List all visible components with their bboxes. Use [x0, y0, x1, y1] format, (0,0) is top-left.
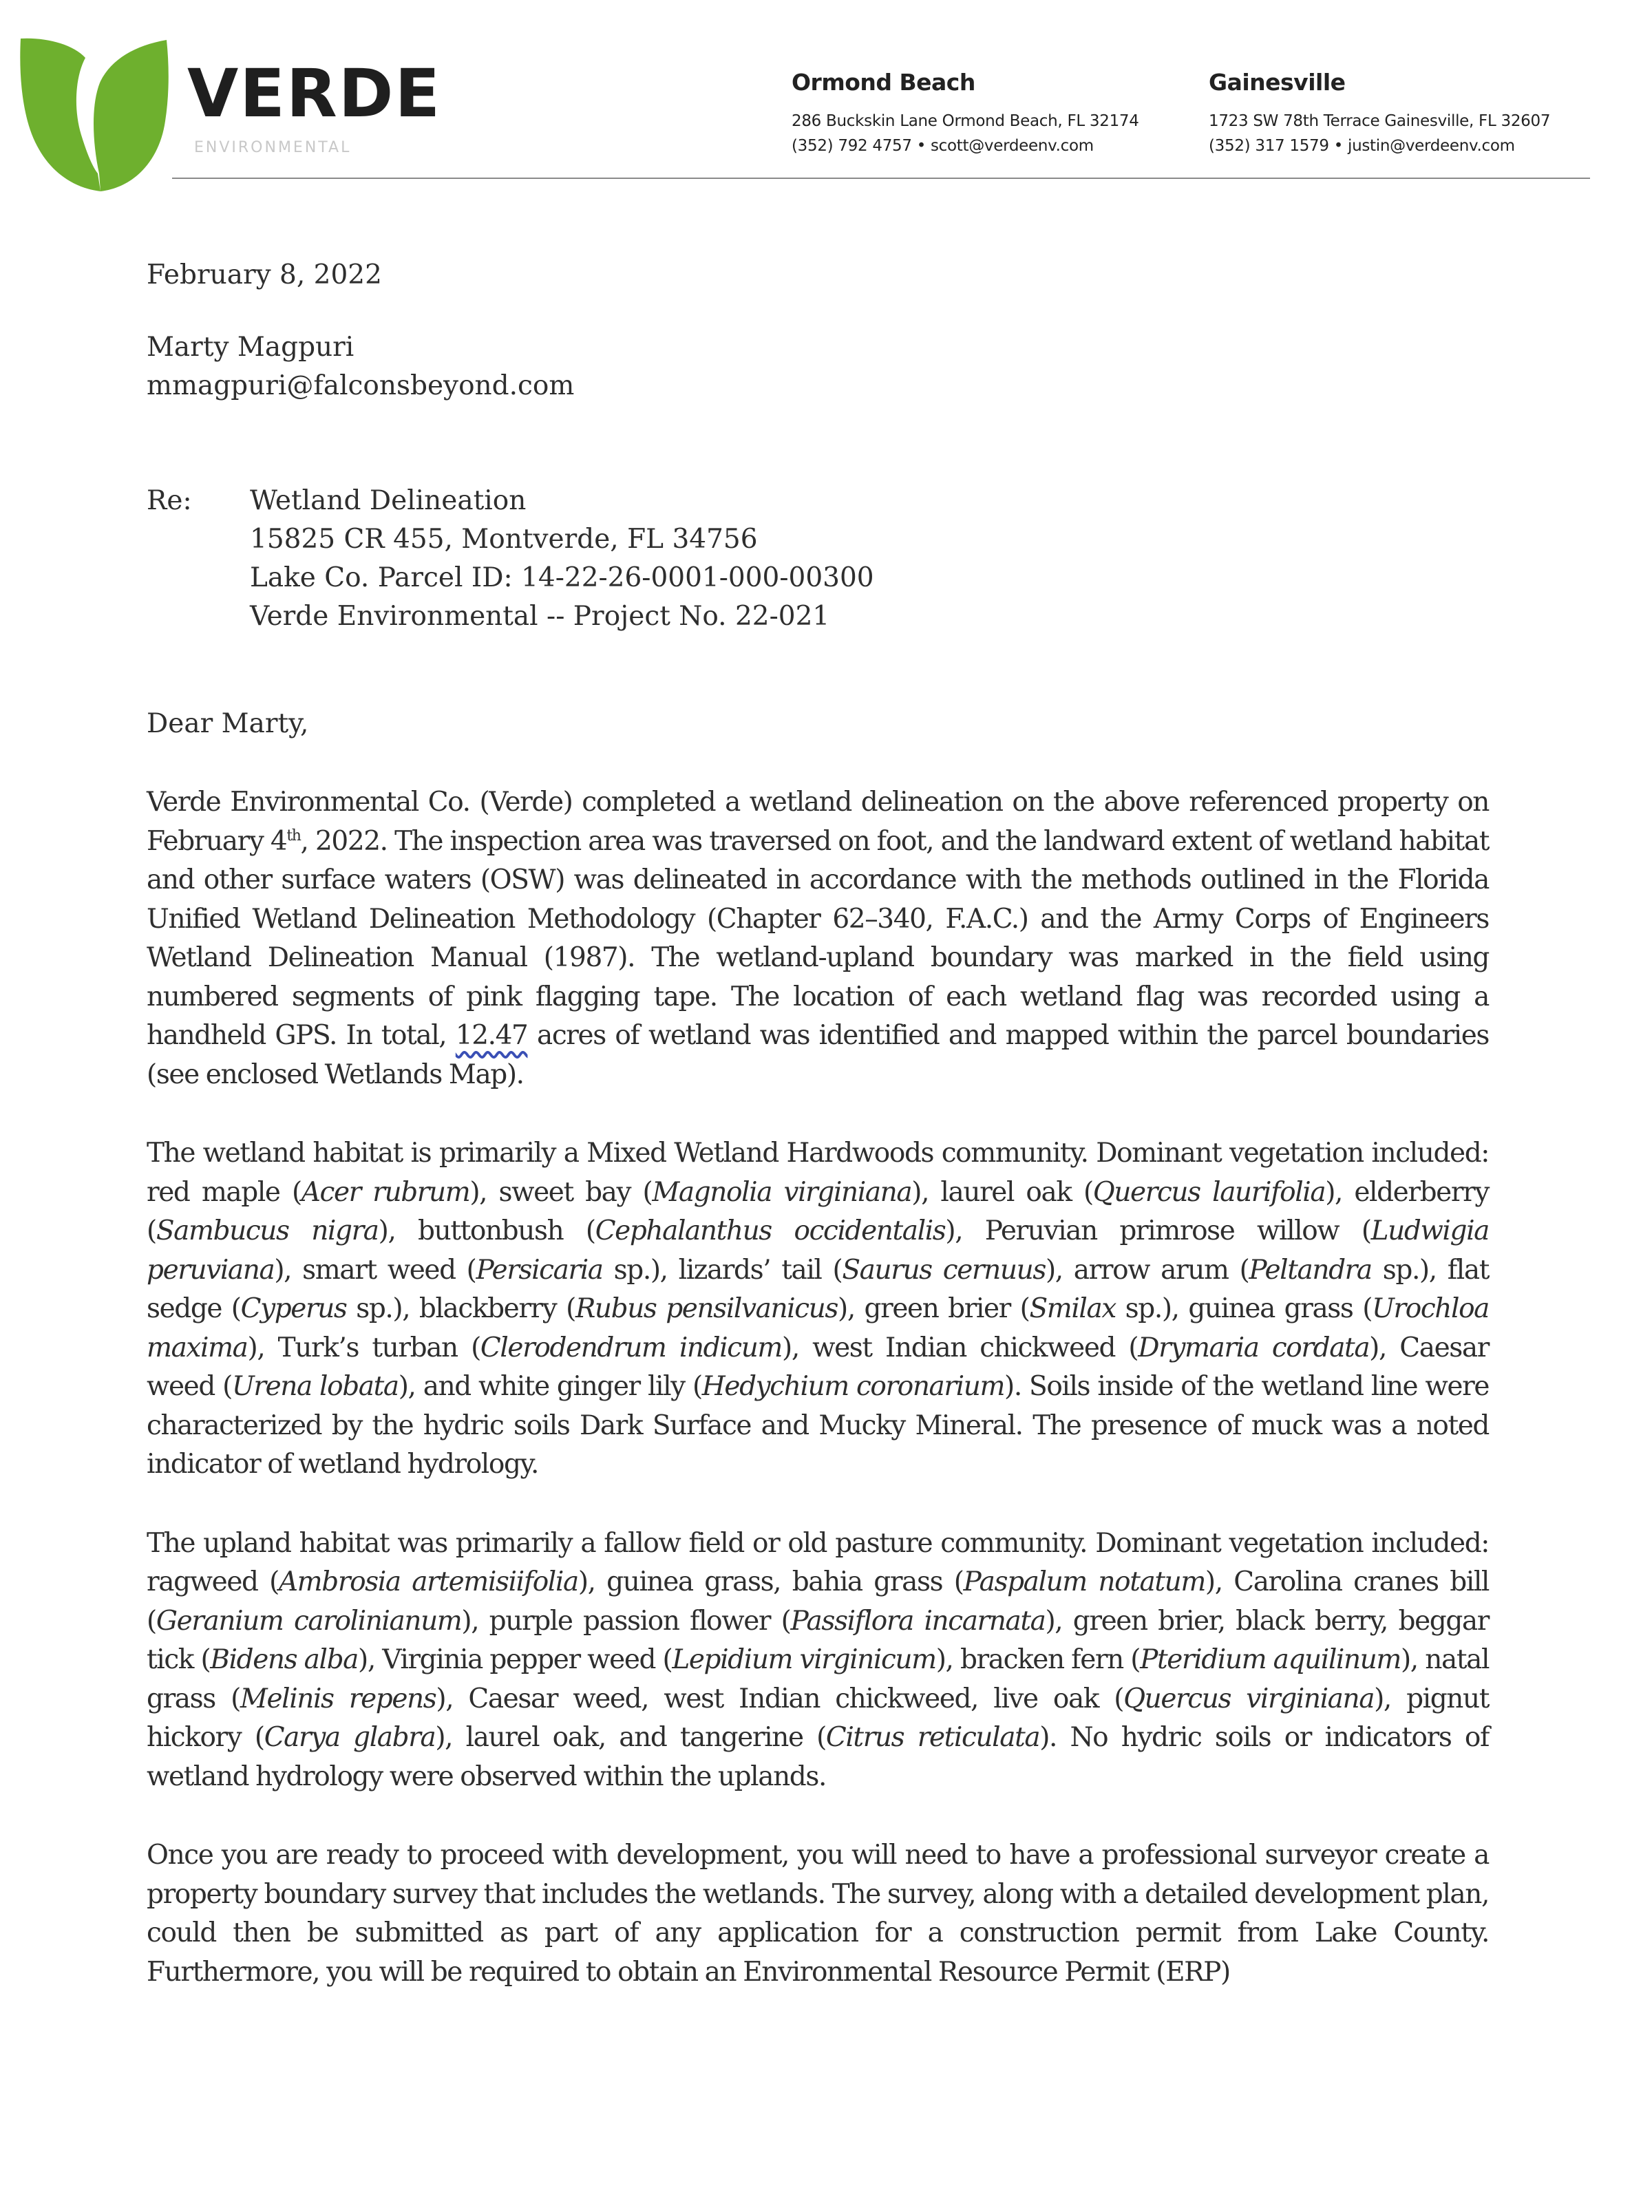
- paragraph-text: , 2022. The inspection area was traversed on foot, and the landward extent of wetland habitat and other surface waters (OSW) was delineated in accordance with the methods outlined in the Florida Unified Wetland Delineation Methodology (Chapter 62–340, F.A.C.) and the Army Corps of Engineers Wetland Delineation Manual (1987). The wetland-upland boundary was marked in the field using numbered segments of pink flagging tape. The location of each wetland flag was recorded using a handheld GPS. In total,: [147, 825, 1489, 1051]
- species-name: Urochloa maxima: [147, 1293, 1490, 1363]
- logo-left-leaf: [20, 39, 100, 191]
- recipient-name: Marty Magpuri: [147, 331, 354, 363]
- office-ormond-beach: [792, 69, 1139, 159]
- species-name: Smilax: [1029, 1293, 1116, 1324]
- species-name: Acer rubrum: [301, 1176, 470, 1208]
- subject-label: Re:: [147, 485, 192, 516]
- letterhead-divider: [172, 178, 1590, 179]
- species-name: Clerodendrum indicum: [480, 1332, 782, 1363]
- species-name: Persicaria: [476, 1254, 603, 1286]
- office-contact: (352) 792 4757 • scott@verdeenv.com: [792, 137, 1094, 156]
- salutation: Dear Marty,: [147, 708, 309, 739]
- ordinal-suffix: th: [286, 827, 301, 844]
- wetland-acreage: 12.47: [455, 1020, 528, 1051]
- paragraph-text: Once you are ready to proceed with development, you will need to have a professional surveyor create a property boundary survey that includes the wetlands. The survey, along with a detailed development plan, could then be submitted as part of any application for a construction permit from Lake County. Furthermore, you will be required to obtain an Environmental Resource Permit (ERP): [147, 1840, 1489, 1988]
- species-name: Quercus virginiana: [1123, 1683, 1375, 1714]
- subject-lines: [250, 482, 874, 636]
- paragraph-next-steps: [147, 1836, 1489, 1992]
- species-name: Melinis repens: [240, 1683, 436, 1714]
- species-name: Cyperus: [240, 1293, 347, 1324]
- species-name: Pteridium aquilinum: [1140, 1644, 1401, 1675]
- species-name: Drymaria cordata: [1138, 1332, 1370, 1363]
- paragraph-wetland-habitat: [147, 1134, 1489, 1485]
- brand-subtitle: ENVIRONMENTAL: [194, 139, 352, 156]
- letter-body: [147, 256, 1489, 1992]
- species-name: Hedychium coronarium: [701, 1371, 1005, 1402]
- species-name: Saurus cernuus: [842, 1254, 1046, 1286]
- subject-line: Verde Environmental -- Project No. 22-021: [250, 600, 830, 632]
- species-name: Sambucus nigra: [156, 1215, 379, 1246]
- species-name: Paspalum notatum: [963, 1566, 1205, 1597]
- species-name: Peltandra: [1249, 1254, 1372, 1286]
- paragraph-text: The upland habitat was primarily a fallow field or old pasture community. Dominant vegetation included: ragweed (Ambrosia artemisiifolia), guinea grass, bahia grass (Paspalum notatum), Carolina cranes bill (Geranium carolinianum), purple passion flower (Passiflora incarnata), green brier, black berry, beggar tick (Bidens alba), Virginia pepper weed (Lepidium virginicum), bracken fern (Pteridium aquilinum), natal grass (Melinis repens), Caesar weed, west Indian chickweed, live oak (Quercus virginiana), pignut hickory (Carya glabra), laurel oak, and tangerine (Citrus reticulata). No hydric soils or indicators of wetland hydrology were observed within the uplands.: [147, 1527, 1490, 1792]
- subject-line: 15825 CR 455, Montverde, FL 34756: [250, 523, 758, 555]
- brand-block: [187, 55, 442, 156]
- verde-leaf-logo-icon: [18, 32, 169, 191]
- species-name: Magnolia virginiana: [652, 1176, 912, 1208]
- letter-date: February 8, 2022: [147, 259, 382, 290]
- subject-line: Lake Co. Parcel ID: 14-22-26-0001-000-00300: [250, 562, 874, 593]
- paragraph-upland-habitat: [147, 1524, 1489, 1797]
- recipient-block: [147, 328, 1489, 406]
- species-name: Quercus laurifolia: [1092, 1176, 1326, 1208]
- species-name: Ludwigia peruviana: [147, 1215, 1489, 1286]
- species-name: Urena lobata: [231, 1371, 399, 1402]
- logo-right-leaf: [94, 40, 169, 191]
- brand-name: VERDE: [187, 55, 442, 132]
- subject-line: Wetland Delineation: [250, 485, 527, 516]
- office-name: Ormond Beach: [792, 69, 975, 96]
- paragraph-delineation: [147, 783, 1489, 1094]
- species-name: Geranium carolinianum: [156, 1605, 462, 1637]
- species-name: Ambrosia artemisiifolia: [278, 1566, 578, 1597]
- office-address: 286 Buckskin Lane Ormond Beach, FL 32174: [792, 111, 1139, 130]
- office-gainesville: [1209, 69, 1550, 159]
- species-name: Lepidium virginicum: [672, 1644, 936, 1675]
- species-name: Carya glabra: [264, 1722, 436, 1753]
- species-name: Passiflora incarnata: [790, 1605, 1046, 1637]
- paragraph-text: The wetland habitat is primarily a Mixed Wetland Hardwoods community. Dominant vegetation included: red maple (Acer rubrum), sweet bay (Magnolia virginiana), laurel oak (Quercus laurifolia), elderberry (Sambucus nigra), buttonbush (Cephalanthus occidentalis), Peruvian primrose willow (Ludwigia peruviana), smart weed (Persicaria sp.), lizards’ tail (Saurus cernuus), arrow arum (Peltandra sp.), flat sedge (Cyperus sp.), blackberry (Rubus pensilvanicus), green brier (Smilax sp.), guinea grass (Urochloa maxima), Turk’s turban (Clerodendrum indicum), west Indian chickweed (Drymaria cordata), Caesar weed (Urena lobata), and white ginger lily (Hedychium coronarium). Soils inside of the wetland line were characterized by the hydric soils Dark Surface and Mucky Mineral. The presence of muck was a noted indicator of wetland hydrology.: [147, 1138, 1490, 1480]
- subject-block: [147, 482, 1489, 636]
- office-contact: (352) 317 1579 • justin@verdeenv.com: [1209, 137, 1515, 156]
- office-address: 1723 SW 78th Terrace Gainesville, FL 32607: [1209, 111, 1551, 130]
- office-name: Gainesville: [1209, 69, 1346, 96]
- recipient-email: mmagpuri@falconsbeyond.com: [147, 370, 575, 401]
- species-name: Rubus pensilvanicus: [575, 1293, 838, 1324]
- species-name: Bidens alba: [210, 1644, 359, 1675]
- paragraph-text: Verde Environmental Co. (Verde) completed a wetland delineation on the above referenced property on February 4: [147, 787, 1489, 857]
- paragraph-text: acres of wetland was identified and mapped within the parcel boundaries (see enclosed Wetlands Map).: [147, 1020, 1489, 1090]
- species-name: Citrus reticulata: [825, 1722, 1040, 1753]
- species-name: Cephalanthus occidentalis: [595, 1215, 946, 1246]
